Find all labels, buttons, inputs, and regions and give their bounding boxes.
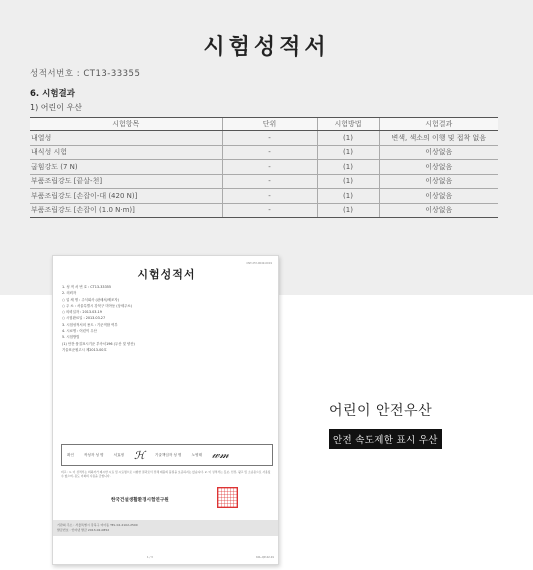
cell-result: 이상없음 (379, 174, 498, 189)
cell-result: 변색, 색소의 이행 및 접착 없음 (379, 131, 498, 146)
cell-method: (1) (317, 174, 379, 189)
certificate-line: ○ 업 체 명 : 주식회사 (판매처/제조자) (62, 297, 119, 302)
cell-result: 이상없음 (379, 203, 498, 218)
signature-2: 𝓌𝓂 (211, 448, 229, 461)
cell-item: 내열성 (30, 131, 222, 146)
certificate-line: 5. 시험방법 (62, 335, 80, 340)
certificate-top-code: CNT-25Y-0049-0019 (246, 262, 272, 265)
report-title: 시험성적서 (203, 35, 330, 60)
cell-item: 부품조립강도 [끝살-천] (30, 174, 222, 189)
cell-unit: - (222, 145, 317, 160)
cell-unit: - (222, 160, 317, 175)
certificate-note: 비고 : 1. 이 성적서는 의뢰자가 제시한 시료 및 시료명으로 시험한 결과로서 전체 제품의 품질을 보증하지는 않습니다. 2. 이 성적서는 홍보, 선전, 광고 및 소송용으로 사용될 수 없으며, 용도 이외의 사용을 금합니다. (61, 470, 271, 478)
header-unit: 단위 (222, 118, 317, 131)
sign-tech-name: 노영태 (191, 452, 202, 457)
cell-unit: - (222, 174, 317, 189)
document-code: KCL-QP-22-01 (256, 556, 274, 559)
table-row (30, 131, 498, 146)
cell-item: 부품조립강도 [손잡이 (1.0 N·m)] (30, 203, 222, 218)
official-seal-stamp (217, 487, 238, 508)
cell-method: (1) (317, 160, 379, 175)
sign-tech-label: 기술책임자 성 명 (154, 452, 182, 457)
header-result: 시험결과 (379, 118, 498, 131)
table-header-row (30, 118, 498, 131)
certificate-number: 성적서번호 : CT13-33355 (30, 69, 141, 79)
table-row (30, 203, 498, 218)
cell-result: 이상없음 (379, 160, 498, 175)
cell-item: 내식성 시험 (30, 145, 222, 160)
certificate-line: ○ 의뢰일자 : 2013.03.19 (62, 310, 102, 315)
sign-confirm-label: 확인 (67, 452, 74, 457)
certificate-line: 1. 성 적 서 번 호 : CT13-33355 (62, 285, 112, 289)
certificate-footer (53, 520, 279, 536)
certificate-title: 시험성적서 (137, 268, 196, 281)
cell-unit: - (222, 203, 317, 218)
certificate-line: ○ 시험완료일 : 2013.03.27 (62, 316, 106, 321)
certificate-line: 기술표준원고시 제2013-00호 (62, 347, 107, 352)
sign-author-name: 서효정 (113, 452, 125, 457)
cell-result: 이상없음 (379, 189, 498, 204)
cell-method: (1) (317, 203, 379, 218)
cell-result: 이상없음 (379, 145, 498, 160)
product-tag-badge: 안전 속도제한 표시 우산 (329, 429, 442, 449)
table-row (30, 160, 498, 175)
certificate-image (52, 255, 279, 565)
signature-1: ℋ (134, 448, 145, 462)
certificate-line: 4. 시료명 : 어린이 우산 (62, 329, 97, 334)
product-name: 어린이 안전우산 (329, 403, 433, 419)
cell-method: (1) (317, 145, 379, 160)
results-table (30, 117, 498, 218)
table-row (30, 174, 498, 189)
certificate-organization: 한국건설생활환경시험연구원 (111, 498, 169, 503)
subsection-heading: 1) 어린이 우산 (30, 103, 82, 112)
table-row (30, 145, 498, 160)
footer-line: 기관의 주소 : 서울특별시 강북구 미아동 TEL 02-2102-2500 (57, 523, 138, 527)
section-heading: 6. 시험결과 (30, 89, 75, 99)
certificate-line: 3. 시험성적서의 용도 : 기준적합 여부 (62, 322, 118, 327)
cell-item: 굽힘강도 (7 N) (30, 160, 222, 175)
certificate-line: ○ 주 소 : 서울특별시 강북구 미아동 (상세주소) (62, 303, 132, 308)
footer-line: 발급번호 : 인터넷 발급 2013-02-0852 (57, 528, 110, 532)
certificate-details (62, 284, 272, 353)
sign-author-label: 작성자 성 명 (83, 452, 104, 457)
certificate-line: 2. 의뢰자 (62, 291, 77, 296)
certificate-signature-box (61, 444, 273, 466)
table-row (30, 189, 498, 204)
header-method: 시험방법 (317, 118, 379, 131)
cell-item: 부품조립강도 [손잡이-대 (420 N)] (30, 189, 222, 204)
page-number: 1 / 3 (147, 556, 153, 559)
cell-method: (1) (317, 131, 379, 146)
cell-method: (1) (317, 189, 379, 204)
header-test-item: 시험항목 (30, 118, 222, 131)
cell-unit: - (222, 131, 317, 146)
certificate-line: (1) 안전·품질표시기준 부속서196 (우산 및 양산) (62, 341, 135, 346)
cell-unit: - (222, 189, 317, 204)
